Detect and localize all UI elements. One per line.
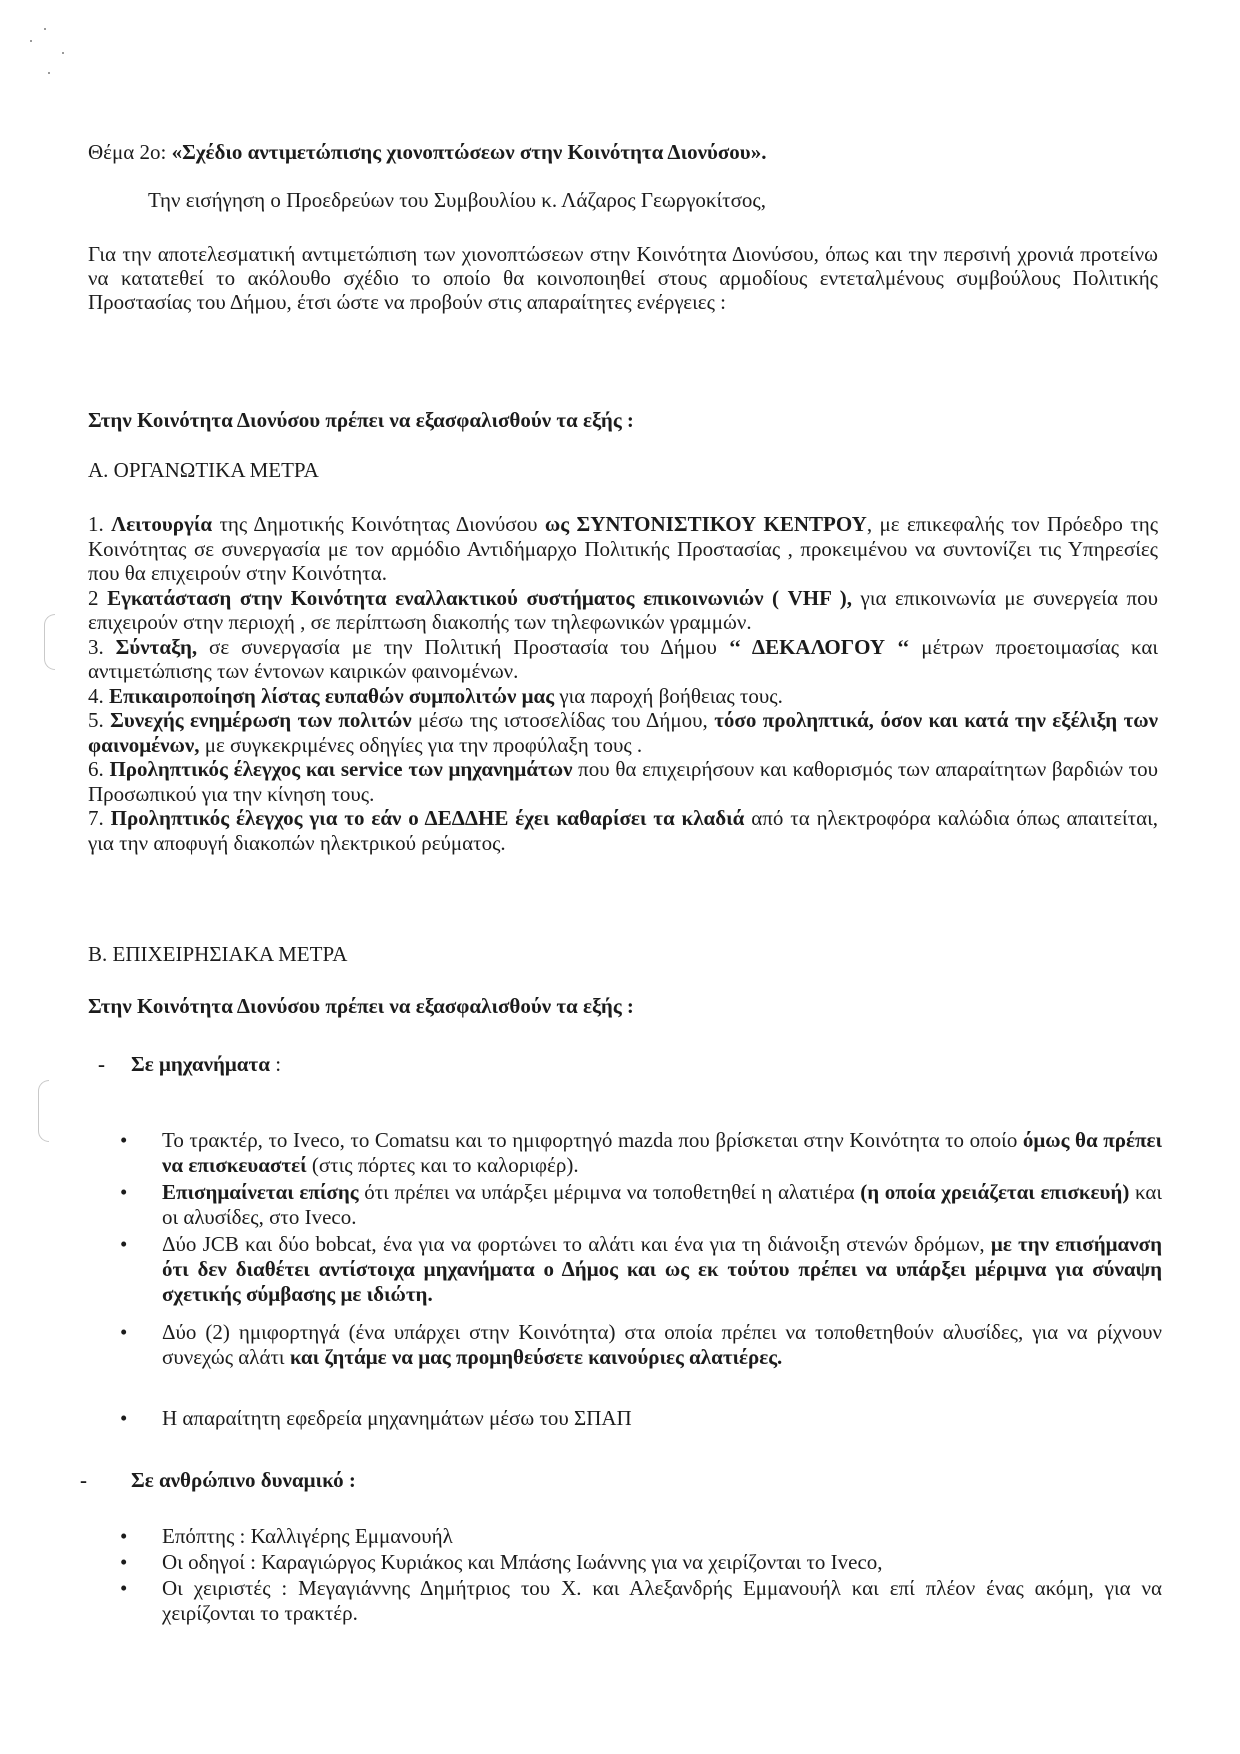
must-ensure-text: Στην Κοινότητα Διονύσου πρέπει να εξασφαλισθούν τα εξής : bbox=[88, 408, 634, 432]
section-a-list bbox=[88, 512, 1158, 855]
item-bold-text: Εγκατάσταση στην Κοινότητα εναλλακτικού συστήματος επικοινωνιών ( VHF ), bbox=[107, 585, 852, 610]
bullet-icon: • bbox=[120, 1128, 128, 1152]
organizational-measure-item bbox=[88, 512, 1158, 586]
section-b-must-ensure bbox=[88, 994, 1158, 1019]
item-text: μέσω της ιστοσελίδας του Δήμου, bbox=[411, 708, 715, 732]
must-ensure-heading bbox=[88, 408, 1158, 433]
intro-text: Για την αποτελεσματική αντιμετώπιση των χιονοπτώσεων στην Κοινότητα Διονύσου, όπως και την περσινή χρονιά προτείνω να κατατεθεί το ακόλουθο σχέδιο το οποίο θα κοινοποιηθεί στους αρμοδίους εντεταλμένους συμβούλους Πολιτικής Προστασίας του Δήμου, έτσι ώστε να προβούν στις απαραίτητες ενέργειες : bbox=[88, 242, 1158, 314]
scan-speck bbox=[30, 40, 32, 42]
item-bold-text: Συνεχής ενημέρωση των πολιτών bbox=[110, 708, 412, 732]
bullet-text: Η απαραίτητη εφεδρεία μηχανημάτων μέσω του ΣΠΑΠ bbox=[162, 1406, 632, 1430]
bullet-text: Δύο (2) ημιφορτηγά (ένα υπάρχει στην Κοινότητα) στα οποία πρέπει να τοποθετηθούν αλυσίδες, για να ρίχνουν συνεχώς αλάτι bbox=[162, 1320, 1162, 1369]
machines-suffix: : bbox=[269, 1052, 282, 1076]
personnel-bullet-item bbox=[162, 1576, 1162, 1626]
organizational-measure-item bbox=[88, 806, 1158, 855]
personnel-label: Σε ανθρώπινο δυναμικό : bbox=[131, 1468, 356, 1492]
rapporteur-line bbox=[148, 188, 1148, 213]
bullet-text: Οι χειριστές : Μεγαγιάννης Δημήτριος του Χ. και Αλεξανδρής Εμμανουήλ και επί πλέον ένας ακόμη, για να χειρίζονται το τρακτέρ. bbox=[162, 1576, 1162, 1625]
organizational-measure-item bbox=[88, 757, 1158, 806]
punch-hole-mark bbox=[38, 1080, 49, 1142]
item-text: της Δημοτικής Κοινότητας Διονύσου bbox=[212, 512, 545, 536]
bullet-icon: • bbox=[120, 1180, 128, 1204]
bullet-icon: • bbox=[120, 1406, 128, 1430]
topic-line bbox=[88, 140, 1158, 165]
rapporteur-text: Την εισήγηση ο Προεδρεύων του Συμβουλίου κ. Λάζαρος Γεωργοκίτσος, bbox=[148, 188, 766, 212]
item-bold-text: Προληπτικός έλεγχος και service των μηχανημάτων bbox=[109, 757, 573, 781]
machine-bullet-item bbox=[162, 1180, 1162, 1230]
organizational-measure-item bbox=[88, 684, 1158, 709]
topic-label: Θέμα 2ο: bbox=[88, 140, 167, 164]
item-number: 6. bbox=[88, 757, 110, 781]
bullet-icon: • bbox=[120, 1232, 128, 1256]
bullet-text: (στις πόρτες και το καλοριφέρ). bbox=[306, 1153, 579, 1177]
item-number: 4. bbox=[88, 683, 109, 708]
bullet-icon: • bbox=[120, 1576, 128, 1600]
bullet-text: Δύο JCB και δύο bobcat, ένα για να φορτώνει το αλάτι και ένα για τη διάνοιξη στενών δρόμων, bbox=[162, 1232, 991, 1256]
section-b-title bbox=[88, 942, 1158, 967]
machine-bullet-item bbox=[162, 1128, 1162, 1178]
item-bold-text: ‘‘ ΔΕΚΑΛΟΓΟΥ ‘‘ bbox=[728, 634, 910, 659]
item-bold-text: Επικαιροποίηση λίστας ευπαθών συμπολιτών μας bbox=[109, 683, 555, 708]
item-text: από τα ηλεκτροφόρα καλώδια όπως απαιτείται, για την αποφυγή διακοπών ηλεκτρικού ρεύματος. bbox=[88, 806, 1158, 855]
item-bold-text: Σύνταξη, bbox=[115, 634, 198, 659]
section-b-must-ensure-text: Στην Κοινότητα Διονύσου πρέπει να εξασφαλισθούν τα εξής : bbox=[88, 994, 634, 1018]
bullet-icon: • bbox=[120, 1550, 128, 1574]
item-number: 2 bbox=[88, 585, 108, 610]
item-number: 7. bbox=[88, 806, 111, 830]
item-text: που θα επιχειρήσουν και καθορισμός των απαραίτητων βαρδιών του Προσωπικού για την κίνηση τους. bbox=[88, 757, 1159, 806]
personnel-bullet-item bbox=[162, 1550, 1162, 1575]
personnel-dash-glyph: - bbox=[80, 1468, 87, 1492]
bullet-bold-text: και ζητάμε να μας προμηθεύσετε καινούριες αλατιέρες. bbox=[289, 1345, 783, 1369]
personnel-dash bbox=[80, 1468, 87, 1493]
organizational-measure-item bbox=[88, 635, 1158, 684]
bullet-text: ότι πρέπει να υπάρξει μέριμνα να τοποθετηθεί η αλατιέρα bbox=[358, 1180, 861, 1204]
machines-dash bbox=[98, 1052, 105, 1077]
machines-heading bbox=[131, 1052, 531, 1077]
bullet-bold-text: όμως θα πρέπει να επισκευαστεί bbox=[162, 1128, 1162, 1177]
item-number: 3. bbox=[88, 634, 116, 659]
section-a-title-text: Α. ΟΡΓΑΝΩΤΙΚΑ ΜΕΤΡΑ bbox=[88, 458, 319, 482]
bullet-icon: • bbox=[120, 1524, 128, 1548]
scan-speck bbox=[44, 28, 46, 30]
organizational-measure-item bbox=[88, 708, 1158, 757]
intro-paragraph bbox=[88, 242, 1158, 314]
item-text: για επικοινωνία με συνεργεία που επιχειρούν στην περιοχή , σε περίπτωση διακοπής των τηλεφωνικών γραμμών. bbox=[88, 585, 1159, 634]
item-bold-text: τόσο προληπτικά, όσον και κατά την εξέλιξη των φαινομένων, bbox=[88, 708, 1159, 757]
bullet-bold-text: με την επισήμανση ότι δεν διαθέτει αντίστοιχα μηχανήματα ο Δήμος και ως εκ τούτου πρέπει να υπάρξει μέριμνα για σύναψη σχετικής σύμβασης με ιδιώτη. bbox=[162, 1232, 1162, 1306]
bullet-icon: • bbox=[120, 1320, 128, 1344]
item-text: με συγκεκριμένες οδηγίες για την προφύλαξη τους . bbox=[199, 732, 643, 757]
item-text: σε συνεργασία με την Πολιτική Προστασία του Δήμου bbox=[197, 634, 729, 659]
item-bold-text: Λειτουργία bbox=[111, 512, 213, 536]
section-b-title-text: Β. ΕΠΙΧΕΙΡΗΣΙΑΚΑ ΜΕΤΡΑ bbox=[88, 942, 348, 966]
item-text: για παροχή βοήθειας τους. bbox=[554, 683, 783, 708]
machines-dash-glyph: - bbox=[98, 1052, 105, 1076]
item-text: , με επικεφαλής τον Πρόεδρο της Κοινότητας σε συνεργασία με τον αρμόδιο Αντιδήμαρχο Πολιτικής Προστασίας , προκειμένου να συντονίζει τις Υπηρεσίες που θα επιχειρούν στην Κοινότητα. bbox=[88, 512, 1159, 585]
machines-label: Σε μηχανήματα bbox=[131, 1052, 270, 1076]
item-bold-text: Προληπτικός έλεγχος για το εάν ο ΔΕΔΔΗΕ έχει καθαρίσει τα κλαδιά bbox=[110, 806, 745, 830]
topic-title: «Σχέδιο αντιμετώπισης χιονοπτώσεων στην Κοινότητα Διονύσου». bbox=[171, 140, 767, 164]
machine-bullet-item bbox=[162, 1320, 1162, 1370]
organizational-measure-item bbox=[88, 586, 1158, 635]
bullet-text: Οι οδηγοί : Καραγιώργος Κυριάκος και Μπάσης Ιωάννης για να χειρίζονται το Iveco, bbox=[162, 1550, 883, 1574]
punch-hole-mark bbox=[44, 614, 55, 670]
machine-bullet-item bbox=[162, 1232, 1162, 1307]
item-bold-text: ως ΣΥΝΤΟΝΙΣΤΙΚΟΥ ΚΕΝΤΡΟΥ bbox=[544, 512, 867, 536]
item-number: 1. bbox=[88, 512, 112, 536]
personnel-heading bbox=[131, 1468, 531, 1493]
section-a-title bbox=[88, 458, 1158, 483]
bullet-bold-text: Επισημαίνεται επίσης bbox=[162, 1180, 359, 1204]
machine-bullet-item bbox=[162, 1406, 1162, 1431]
personnel-bullet-item bbox=[162, 1524, 1162, 1549]
scan-speck bbox=[62, 52, 64, 54]
bullet-text: Το τρακτέρ, το Iveco, το Comatsu και το ημιφορτηγό mazda που βρίσκεται στην Κοινότητα το οποίο bbox=[162, 1128, 1023, 1152]
bullet-text: Επόπτης : Καλλιγέρης Εμμανουήλ bbox=[162, 1524, 453, 1548]
item-number: 5. bbox=[88, 708, 111, 732]
bullet-bold-text: (η οποία χρειάζεται επισκευή) bbox=[860, 1180, 1130, 1204]
scan-speck bbox=[48, 72, 50, 74]
item-text: μέτρων προετοιμασίας και αντιμετώπισης των έντονων καιρικών φαινομένων. bbox=[88, 634, 1159, 683]
bullet-text: και οι αλυσίδες, στο Iveco. bbox=[162, 1180, 1163, 1229]
